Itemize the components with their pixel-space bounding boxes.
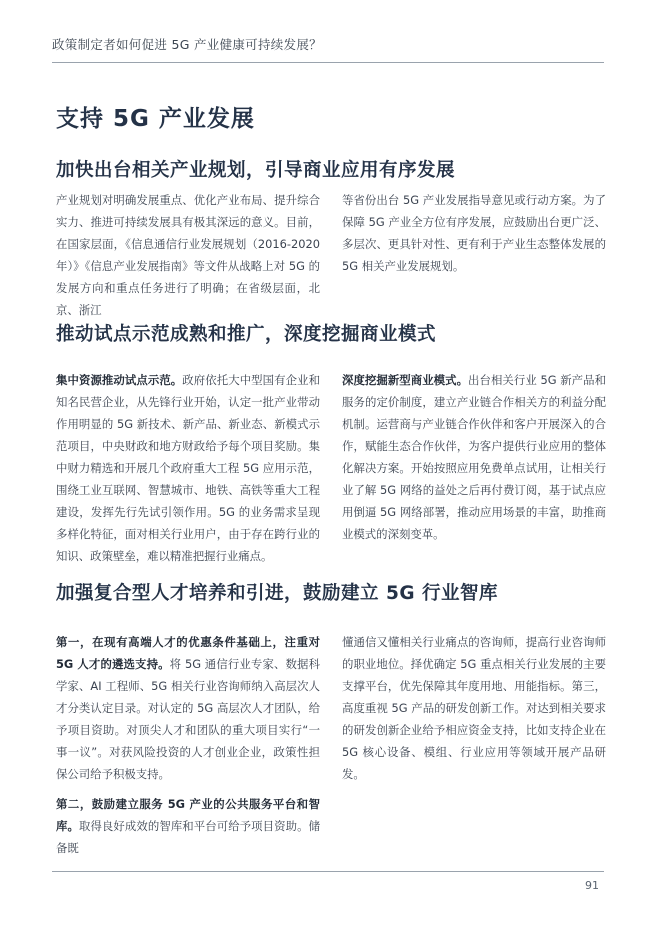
- paragraph: [56, 793, 320, 859]
- paragraph: [56, 369, 320, 567]
- paragraph-lead: 第二，鼓励建立服务 5G 产业的公共服务平台和智库。: [56, 797, 320, 833]
- section-1-right-column: [342, 189, 606, 277]
- section-heading-industry-planning: 加快出台相关产业规划，引导商业应用有序发展: [56, 160, 456, 181]
- section-3-left-column: [56, 631, 320, 859]
- running-header: 政策制定者如何促进 5G 产业健康可持续发展？: [52, 37, 322, 52]
- paragraph-lead: 深度挖掘新型商业模式。: [342, 373, 469, 387]
- paragraph: 产业规划对明确发展重点、优化产业布局、提升综合实力、推进可持续发展具有极其深远的意义。目前，在国家层面，《信息通信行业发展规划（2016-2020年）》《信息产业发展指南》等文件从战略上对 5G 的发展方向和重点任务进行了明确；在省级层面，北京、浙江: [56, 193, 320, 317]
- section-2-left-column: [56, 369, 320, 567]
- footer-divider: [52, 871, 604, 872]
- paragraph-lead: 第一，在现有高端人才的优惠条件基础上，注重对 5G 人才的遴选支持。: [56, 635, 320, 671]
- paragraph-body: 出台相关行业 5G 新产品和服务的定价制度，建立产业链合作相关方的利益分配机制。运营商与产业链合作伙伴和客户开展深入的合作，赋能生态合作伙伴，为客户提供行业应用的整体化解决方案。开始按照应用免费单点试用，让相关行业了解 5G 网络的益处之后再付费订阅，基于试点应用倒逼 5G 网络部署，推动应用场景的丰富，助推商业模式的深刻变革。: [342, 373, 606, 541]
- paragraph-lead: 集中资源推动试点示范。: [56, 373, 183, 387]
- paragraph: [342, 369, 606, 545]
- paragraph-body: 将 5G 通信行业专家、数据科学家、AI 工程师、5G 相关行业咨询师纳入高层次人才分类认定目录。对认定的 5G 高层次人才团队，给予项目资助。对顶尖人才和团队的重大项目实行“一事一议”。对获风险投资的人才创业企业，政策性担保公司给予积极支持。: [56, 657, 320, 781]
- section-1-left-column: [56, 189, 320, 321]
- section-3-right-column: [342, 631, 606, 785]
- paragraph: 等省份出台 5G 产业发展指导意见或行动方案。为了保障 5G 产业全方位有序发展，应鼓励出台更广泛、多层次、更具针对性、更有利于产业生态整体发展的 5G 相关产业发展规划。: [342, 193, 606, 273]
- paragraph: 懂通信又懂相关行业痛点的咨询师，提高行业咨询师的职业地位。择优确定 5G 重点相关行业发展的主要支撑平台，优先保障其年度用地、用能指标。第三，高度重视 5G 产品的研发创新工作。对达到相关要求的研发创新企业给予相应资金支持，比如支持企业在 5G 核心设备、模组、行业应用等领域开展产品研发。: [342, 635, 606, 781]
- section-heading-talent-think-tank: 加强复合型人才培养和引进，鼓励建立 5G 行业智库: [56, 583, 498, 604]
- section-heading-pilot-demonstration: 推动试点示范成熟和推广，深度挖掘商业模式: [56, 324, 437, 345]
- page-number: 91: [585, 879, 599, 892]
- page-title: 支持 5G 产业发展: [56, 106, 255, 132]
- paragraph: [56, 631, 320, 785]
- header-divider: [52, 62, 604, 63]
- paragraph-body: 取得良好成效的智库和平台可给予项目资助。储备既: [56, 819, 320, 855]
- section-2-right-column: [342, 369, 606, 545]
- paragraph-body: 政府依托大中型国有企业和知名民营企业，从先锋行业开始，认定一批产业带动作用明显的 5G 新技术、新产品、新业态、新模式示范项目，中央财政和地方财政给予每个项目奖励。集中财力精选和开展几个政府重大工程 5G 应用示范，围绕工业互联网、智慧城市、地铁、高铁等重大工程建设，发挥先行先试引领作用。5G 的业务需求呈现多样化特征，面对相关行业用户，由于存在跨行业的知识、政策壁垒，难以精准把握行业痛点。: [56, 373, 320, 563]
